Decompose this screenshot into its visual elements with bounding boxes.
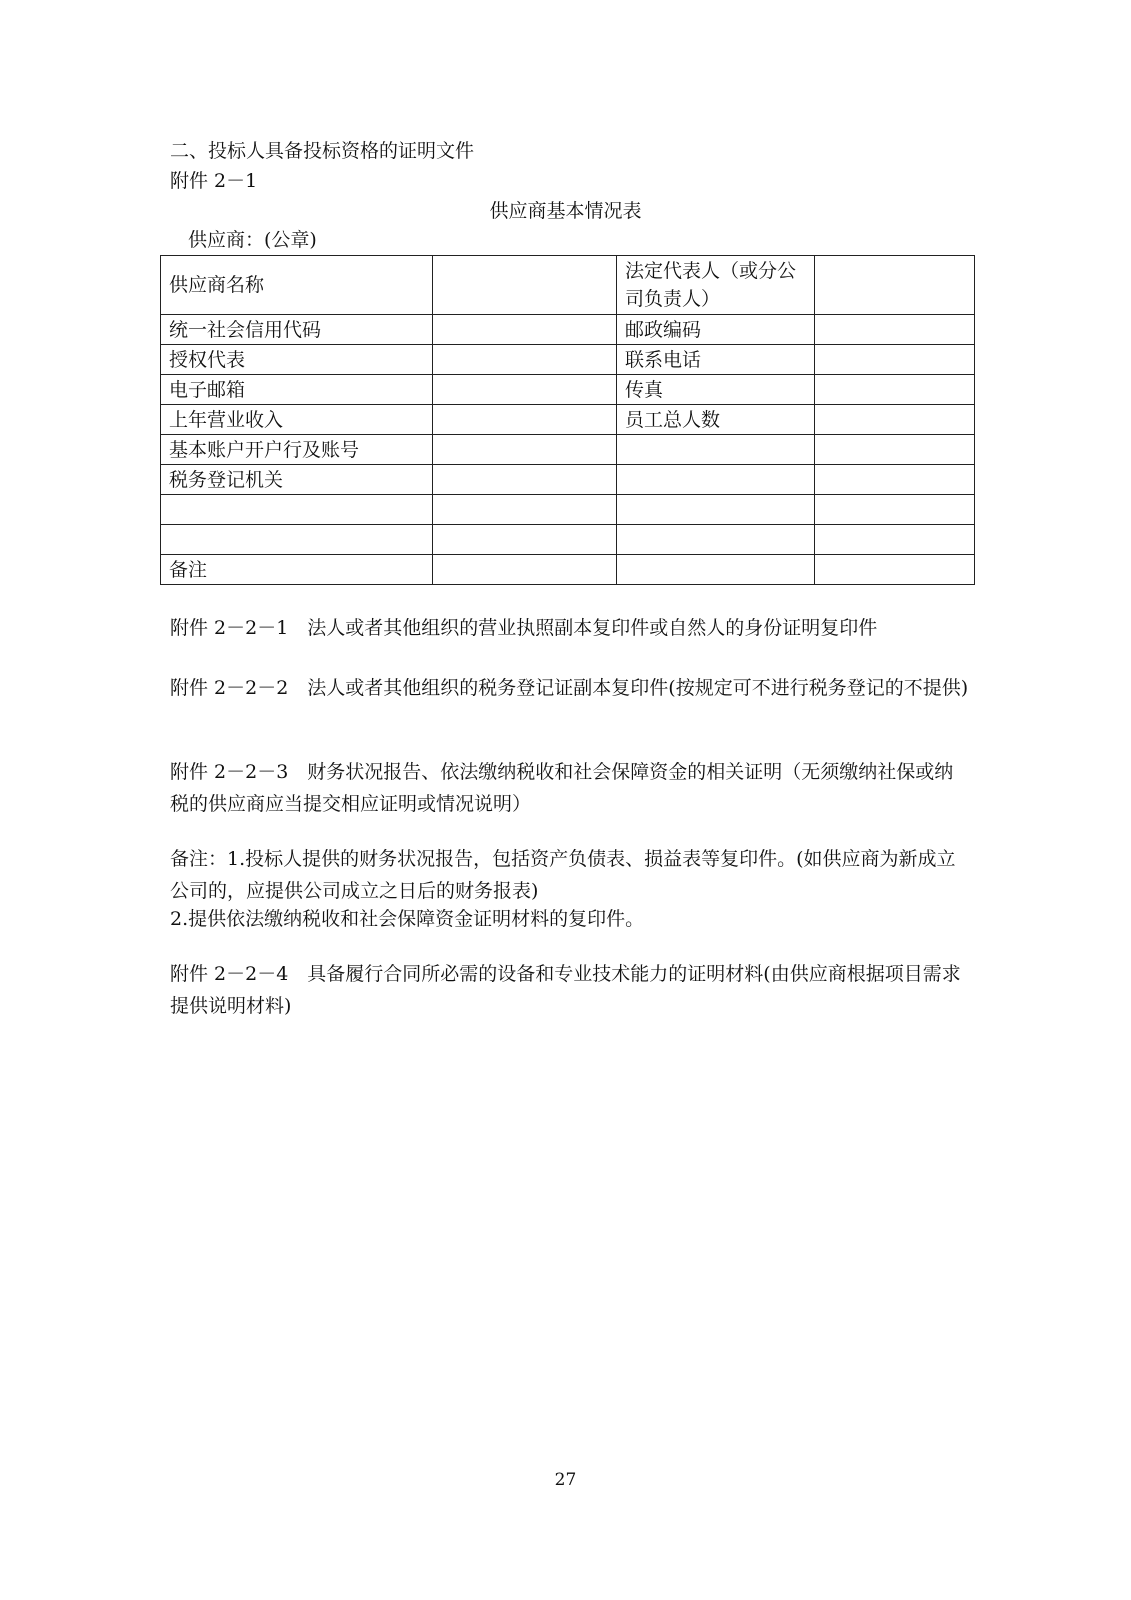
attachment-2-2-3: 附件 2－2－3 财务状况报告、依法缴纳税收和社会保障资金的相关证明（无须缴纳社保或纳税的供应商应当提交相应证明或情况说明）	[170, 761, 954, 815]
table-cell	[433, 495, 617, 525]
table-cell	[617, 525, 815, 555]
table-cell	[815, 405, 975, 435]
table-cell	[815, 345, 975, 375]
table-title: 供应商基本情况表	[489, 200, 642, 222]
page-number: 27	[554, 1470, 577, 1490]
table-row	[161, 405, 975, 435]
table-cell	[815, 256, 975, 315]
table-cell: 员工总人数	[617, 405, 815, 435]
table-cell: 联系电话	[617, 345, 815, 375]
table-cell	[815, 555, 975, 585]
table-row	[161, 375, 975, 405]
table-cell	[815, 315, 975, 345]
table-cell	[815, 375, 975, 405]
table-row	[161, 315, 975, 345]
table-cell: 传真	[617, 375, 815, 405]
table-row	[161, 435, 975, 465]
table-cell	[433, 345, 617, 375]
table-cell: 统一社会信用代码	[161, 315, 433, 345]
supplier-info-table	[160, 255, 975, 585]
attachment-2-2-2: 附件 2－2－2 法人或者其他组织的税务登记证副本复印件(按规定可不进行税务登记的不提供)	[170, 677, 969, 699]
table-cell	[433, 525, 617, 555]
table-cell	[161, 525, 433, 555]
section-heading: 二、投标人具备投标资格的证明文件	[170, 140, 475, 162]
table-cell	[815, 525, 975, 555]
table-cell	[815, 465, 975, 495]
table-cell	[433, 465, 617, 495]
table-cell: 上年营业收入	[161, 405, 433, 435]
table-cell: 备注	[161, 555, 433, 585]
table-cell: 税务登记机关	[161, 465, 433, 495]
table-cell	[433, 405, 617, 435]
attachment-label: 附件 2－1	[170, 170, 258, 192]
tax-social-security-note: 2.提供依法缴纳税收和社会保障资金证明材料的复印件。	[170, 908, 645, 930]
table-cell: 电子邮箱	[161, 375, 433, 405]
table-cell	[433, 435, 617, 465]
table-cell: 法定代表人（或分公司负责人）	[617, 256, 815, 315]
table-cell: 供应商名称	[161, 256, 433, 315]
table-cell	[161, 495, 433, 525]
supplier-seal-line: 供应商：(公章)	[188, 229, 317, 251]
table-row	[161, 495, 975, 525]
table-cell	[617, 435, 815, 465]
table-cell: 授权代表	[161, 345, 433, 375]
attachment-2-2-1: 附件 2－2－1 法人或者其他组织的营业执照副本复印件或自然人的身份证明复印件	[170, 617, 878, 639]
table-cell	[433, 315, 617, 345]
table-cell	[815, 495, 975, 525]
financial-report-note: 备注：1.投标人提供的财务状况报告，包括资产负债表、损益表等复印件。(如供应商为新成立公司的，应提供公司成立之日后的财务报表)	[170, 848, 956, 902]
table-row	[161, 555, 975, 585]
table-cell: 基本账户开户行及账号	[161, 435, 433, 465]
table-cell	[617, 495, 815, 525]
table-cell	[617, 465, 815, 495]
table-cell	[433, 256, 617, 315]
table-cell	[815, 435, 975, 465]
table-row	[161, 256, 975, 315]
table-cell	[617, 555, 815, 585]
table-cell	[433, 555, 617, 585]
table-row	[161, 465, 975, 495]
table-row	[161, 525, 975, 555]
table-row	[161, 345, 975, 375]
table-cell	[433, 375, 617, 405]
table-cell: 邮政编码	[617, 315, 815, 345]
attachment-2-2-4: 附件 2－2－4 具备履行合同所必需的设备和专业技术能力的证明材料(由供应商根据项目需求提供说明材料)	[170, 963, 961, 1017]
